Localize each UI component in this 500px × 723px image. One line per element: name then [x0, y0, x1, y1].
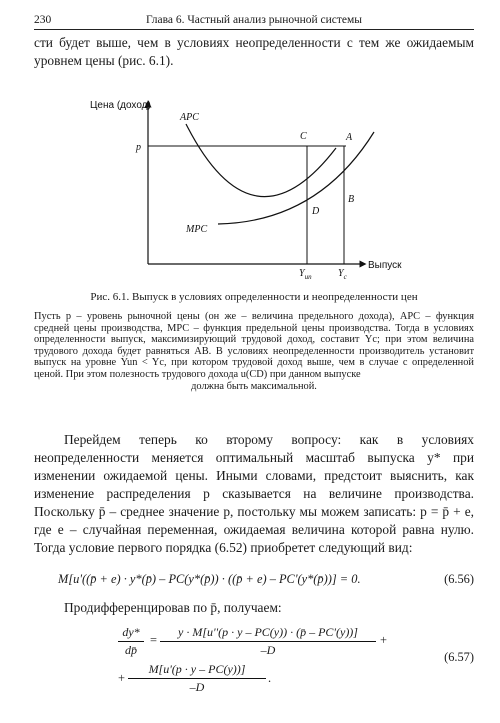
equation-end-period: . [268, 671, 272, 685]
lhs-numerator: dy* [122, 625, 140, 639]
page-number: 230 [34, 14, 52, 26]
figure-6-1 [88, 96, 418, 284]
point-d-label: D [312, 206, 320, 217]
apc-label: APC [180, 112, 199, 123]
equation-6-56-expression: M[u'((p̄ + e) · y*(p̄) – PC(y*(p̄)) · ((p̄ + e) – PC'(y*(p̄))] = 0. [58, 572, 361, 586]
figure-graph [88, 96, 418, 284]
equation-6-57-term1 [160, 625, 376, 658]
term2-numerator: M[u'(p · y – PC(y))] [148, 662, 246, 676]
x-axis-label: Выпуск [368, 260, 402, 271]
equation-6-57-term2 [128, 662, 266, 695]
price-label: p [136, 142, 141, 153]
equation-6-57-number: (6.57) [444, 650, 474, 664]
equation-6-57-lhs [118, 625, 144, 658]
mpc-label: MPC [186, 224, 208, 235]
point-b-label: B [348, 194, 355, 205]
term2-denominator: –D [128, 678, 266, 695]
equation-6-56-number: (6.56) [444, 572, 474, 586]
equals-sign: = [150, 633, 157, 647]
term1-numerator: y · M[u''(p · y – PC(y)) · (p̄ – PC'(y))] [178, 625, 358, 639]
plus-sign: + [380, 633, 387, 647]
y-axis-label: Цена (доход) [90, 100, 151, 111]
apc-curve [186, 124, 336, 197]
figure-caption: Рис. 6.1. Выпуск в условиях определенности и неопределенности цен [90, 291, 418, 303]
point-a-label: A [346, 132, 353, 143]
plus-sign-second-line: + [118, 671, 125, 685]
figure-notes [34, 311, 474, 392]
tick-y-un: $Y_{un}$ [299, 268, 312, 281]
differentiate-paragraph: Продифференцировав по p̄, получаем: [64, 600, 282, 615]
lhs-denominator: dp̄ [118, 641, 144, 658]
intro-paragraph: сти будет выше, чем в условиях неопределенности с тем же ожидаемым уровнем цены (рис. 6.1). [34, 35, 474, 68]
running-header [34, 14, 474, 30]
running-title: Глава 6. Частный анализ рыночной системы [145, 14, 363, 26]
term1-denominator: –D [160, 641, 376, 658]
main-paragraph: Перейдем теперь ко второму вопросу: как в условиях неопределенности меняется оптимальный масштаб выпуска y* при изменении ожидаемой цены. Иными словами, предстоит выяснить, как изменение распределения p сказывается на величине производства. Поскольку p̄ – среднее значение p, постольку мы можем записать: p = p̄ + e, где e – случайная переменная, ожидаемая величина которой равна нулю. Тогда условие первого порядка (6.52) приобретет следующий вид: [34, 432, 474, 555]
figure-notes-body: Пусть p – уровень рыночной цены (он же – величина предельного дохода), APC – функция средней цены производства, MPC – функция предельной цены производства. Тогда в условиях определенности выпуск, максимизирующий трудовой доход, составит Yc; при этом величина трудового дохода будет равняться AB. В условиях неопределенности производитель установит выпуск на уровне Yun < Yc, при котором трудовой доход выше, чем в случае с определенной ценой. При этом полезность трудового дохода u(CD) при данном выпуске [34, 311, 474, 380]
point-c-label: C [300, 131, 307, 142]
tick-y-c: $Y_c$ [338, 268, 347, 281]
figure-notes-last-line: должна быть максимальной. [191, 380, 317, 392]
